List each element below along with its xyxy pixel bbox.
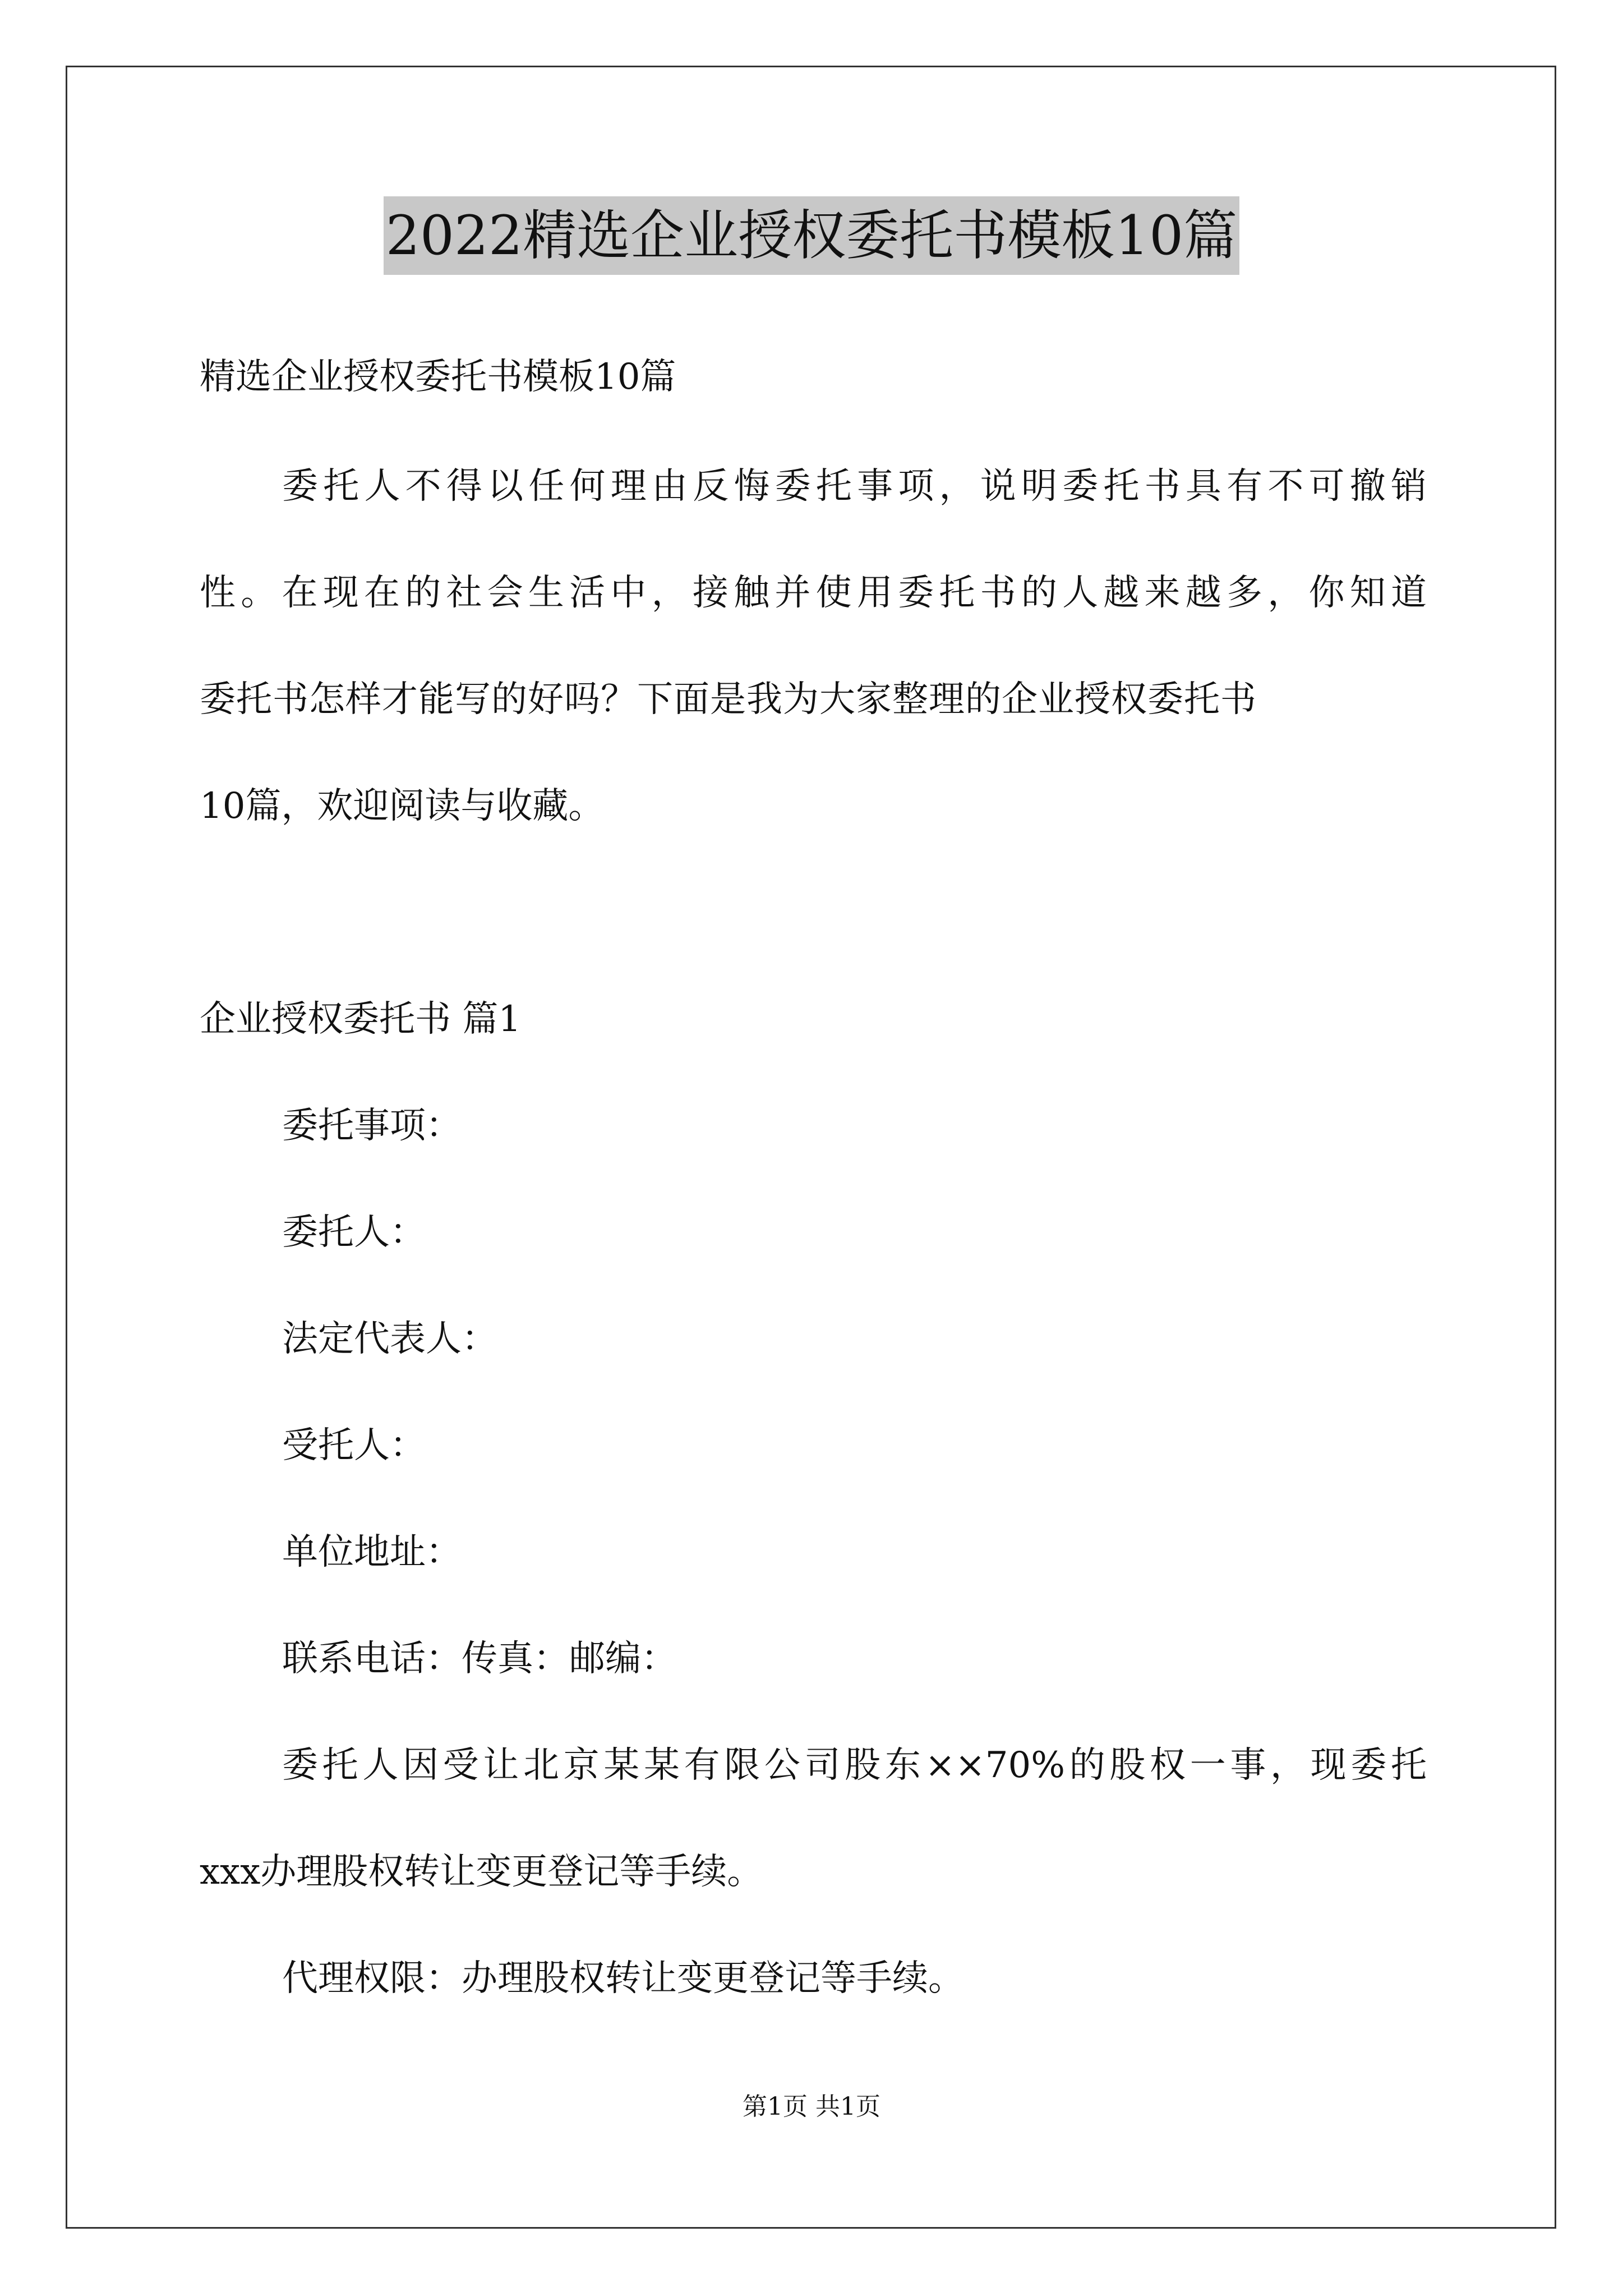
field-contact: 联系电话：传真：邮编：: [282, 1638, 677, 1680]
field-address: 单位地址：: [282, 1531, 462, 1573]
document-title: 2022精选企业授权委托书模板10篇: [384, 196, 1239, 275]
document-subtitle: 精选企业授权委托书模板10篇: [200, 356, 676, 398]
section-heading: 企业授权委托书 篇1: [200, 999, 522, 1040]
field-principal: 委托人：: [282, 1212, 426, 1253]
body-line-2: xxx办理股权转让变更登记等手续。: [200, 1851, 763, 1893]
body-line-1: 委托人因受让北京某某有限公司股东××70%的股权一事，现委托: [282, 1745, 1427, 1786]
intro-line-2: 性。在现在的社会生活中，接触并使用委托书的人越来越多，你知道: [200, 572, 1427, 614]
intro-line-4: 10篇，欢迎阅读与收藏。: [200, 785, 605, 827]
field-matter: 委托事项：: [282, 1105, 462, 1147]
field-legal-rep: 法定代表人：: [282, 1318, 497, 1360]
page-footer: 第1页 共1页: [743, 2092, 880, 2121]
intro-line-3: 委托书怎样才能写的好吗？下面是我为大家整理的企业授权委托书: [200, 679, 1257, 720]
title-container: [0, 196, 1623, 275]
field-agent: 受托人：: [282, 1425, 426, 1466]
authority-line: 代理权限：办理股权转让变更登记等手续。: [282, 1958, 964, 1999]
intro-line-1: 委托人不得以任何理由反悔委托事项，说明委托书具有不可撤销: [282, 466, 1427, 507]
